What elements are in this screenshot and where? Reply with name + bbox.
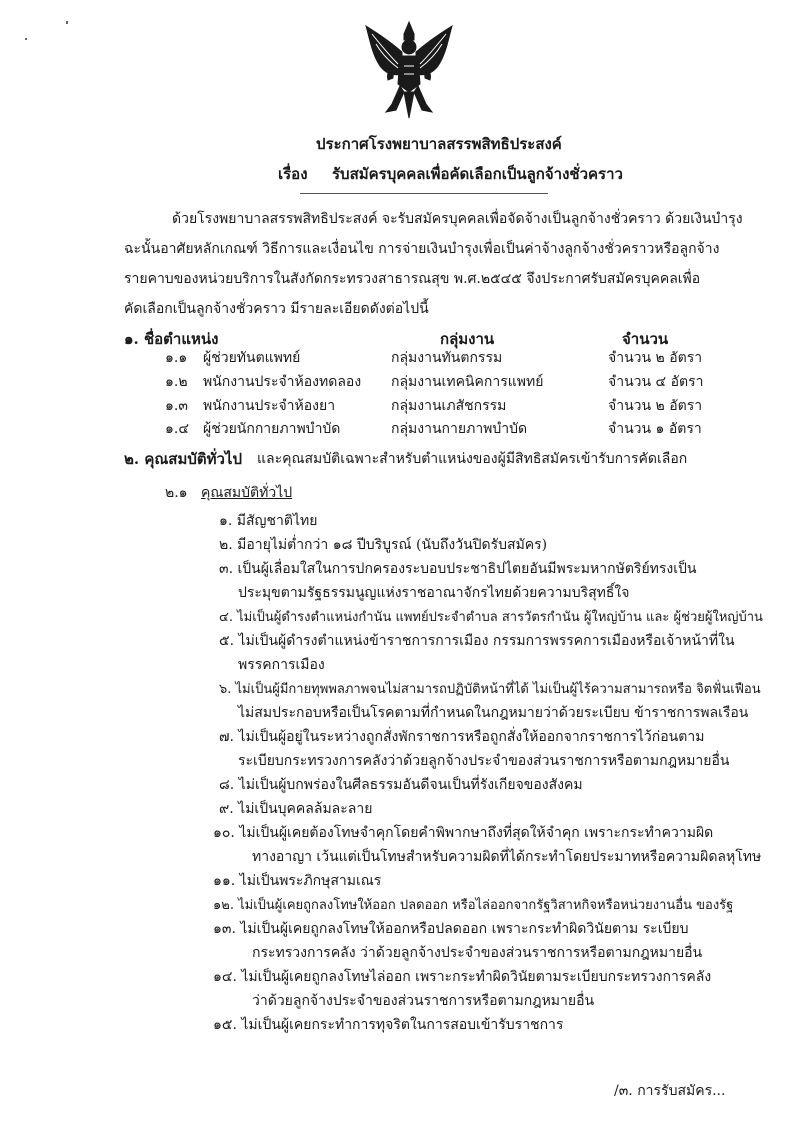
position-group: กลุ่มงานกายภาพบำบัด bbox=[391, 421, 528, 437]
qualification-line: ๑๐. ไม่เป็นผู้เคยต้องโทษจำคุกโดยคำพิพากษาถึงที่สุดให้จำคุก เพราะกระทำความผิด bbox=[213, 825, 714, 841]
qualification-line: ว่าด้วยลูกจ้างประจำของส่วนราชการหรือตามกฎหมายอื่น bbox=[252, 993, 595, 1009]
intro-line: ฉะนั้นอาศัยหลักเกณฑ์ วิธีการและเงื่อนไข การจ่ายเงินบำรุงเพื่อเป็นค่าจ้างลูกจ้างชั่วคราวหรือลูกจ้าง bbox=[124, 241, 720, 257]
position-name: ผู้ช่วยนักกายภาพบำบัด bbox=[203, 421, 341, 437]
position-group: กลุ่มงานทันตกรรม bbox=[391, 350, 503, 366]
intro-line: คัดเลือกเป็นลูกจ้างชั่วคราว มีรายละเอียดดังต่อไปนี้ bbox=[124, 301, 429, 317]
position-name: พนักงานประจำห้องทดลอง bbox=[203, 374, 362, 390]
intro-line: รายคาบของหน่วยบริการในสังกัดกระทรวงสาธารณสุข พ.ศ.๒๕๔๕ จึงประกาศรับสมัครบุคคลเพื่อ bbox=[124, 271, 701, 287]
qualification-line: ๗. ไม่เป็นผู้อยู่ในระหว่างถูกสั่งพักราชการหรือถูกสั่งให้ออกจากราชการไว้ก่อนตาม bbox=[219, 729, 705, 745]
position-number: ๑.๑ bbox=[165, 350, 188, 366]
continuation-marker: /๓. การรับสมัคร... bbox=[614, 1083, 726, 1099]
qualification-line: ๑๓. ไม่เป็นผู้เคยถูกลงโทษให้ออกหรือปลดออก เพราะกระทำผิดวินัยตาม ระเบียบ bbox=[213, 921, 689, 937]
qualification-line: ทางอาญา เว้นแต่เป็นโทษสำหรับความผิดที่ได้กระทำโดยประมาทหรือความผิดลหุโทษ bbox=[252, 849, 762, 865]
garuda-emblem-icon bbox=[362, 20, 456, 120]
position-number: ๑.๓ bbox=[165, 398, 188, 414]
position-count: จำนวน ๒ อัตรา bbox=[608, 350, 703, 366]
qualification-line: ๑. มีสัญชาติไทย bbox=[219, 513, 318, 529]
qualification-line: ๑๑. ไม่เป็นพระภิกษุสามเณร bbox=[213, 873, 382, 889]
qualification-line: ๖. ไม่เป็นผู้มีกายทุพพลภาพจนไม่สามารถปฏิบัติหน้าที่ได้ ไม่เป็นผู้ไร้ความสามารถหรือ จิตฟั่นเฟือน bbox=[219, 682, 761, 697]
position-group: กลุ่มงานเทคนิคการแพทย์ bbox=[391, 374, 544, 390]
announcement-title: ประกาศโรงพยาบาลสรรพสิทธิประสงค์ bbox=[316, 135, 562, 153]
header-divider bbox=[300, 193, 548, 194]
qualification-line: พรรคการเมือง bbox=[238, 657, 325, 673]
position-number: ๑.๔ bbox=[165, 421, 189, 437]
position-name: ผู้ช่วยทันตแพทย์ bbox=[203, 350, 301, 366]
position-group: กลุ่มงานเภสัชกรรม bbox=[391, 398, 507, 414]
qualification-line: ๑๔. ไม่เป็นผู้เคยถูกลงโทษไล่ออก เพราะกระทำผิดวินัยตามระเบียบกระทรวงการคลัง bbox=[213, 969, 712, 985]
qualifications-heading-rest: และคุณสมบัติเฉพาะสำหรับตำแหน่งของผู้มีสิทธิสมัครเข้ารับการคัดเลือก bbox=[257, 451, 688, 467]
subject-label: เรื่อง bbox=[278, 165, 308, 183]
subsection-title: คุณสมบัติทั่วไป bbox=[201, 485, 293, 501]
qualification-line: ๔. ไม่เป็นผู้ดำรงตำแหน่งกำนัน แพทย์ประจำตำบล สารวัตรกำนัน ผู้ใหญ่บ้าน และ ผู้ช่วยผู้ใหญ่บ้าน bbox=[219, 610, 763, 625]
position-name: พนักงานประจำห้องยา bbox=[203, 398, 336, 414]
positions-heading: ๑. ชื่อตำแหน่ง bbox=[124, 330, 219, 348]
qualification-line: ระเบียบกระทรวงการคลังว่าด้วยลูกจ้างประจำของส่วนราชการหรือตามกฎหมายอื่น bbox=[238, 753, 730, 769]
intro-line: ด้วยโรงพยาบาลสรรพสิทธิประสงค์ จะรับสมัครบุคคลเพื่อจัดจ้างเป็นลูกจ้างชั่วคราว ด้วยเงินบำรุง bbox=[172, 211, 743, 227]
qualification-line: ประมุขตามรัฐธรรมนูญแห่งราชอาณาจักรไทยด้วยความบริสุทธิ์ใจ bbox=[238, 585, 630, 601]
scan-speck bbox=[66, 21, 68, 24]
qualification-line: ๙. ไม่เป็นบุคคลล้มละลาย bbox=[219, 801, 373, 817]
position-count: จำนวน ๔ อัตรา bbox=[608, 374, 704, 390]
qualification-line: ๕. ไม่เป็นผู้ดำรงตำแหน่งข้าราชการการเมือง กรรมการพรรคการเมืองหรือเจ้าหน้าที่ใน bbox=[219, 633, 735, 649]
qualification-line: ๓. เป็นผู้เลื่อมใสในการปกครองระบอบประชาธิปไตยอันมีพระมหากษัตริย์ทรงเป็น bbox=[219, 561, 697, 577]
qualification-line: ๘. ไม่เป็นผู้บกพร่องในศีลธรรมอันดีจนเป็นที่รังเกียจของสังคม bbox=[219, 777, 583, 793]
qualification-line: ๒. มีอายุไม่ต่ำกว่า ๑๘ ปีบริบูรณ์ (นับถึงวันปิดรับสมัคร) bbox=[219, 537, 548, 553]
qualification-line: ไม่สมประกอบหรือเป็นโรคตามที่กำหนดในกฎหมายว่าด้วยระเบียบ ข้าราชการพลเรือน bbox=[238, 705, 749, 721]
position-count: จำนวน ๒ อัตรา bbox=[608, 398, 703, 414]
column-header-count: จำนวน bbox=[622, 330, 669, 348]
position-number: ๑.๒ bbox=[165, 374, 188, 390]
column-header-group: กลุ่มงาน bbox=[440, 330, 495, 348]
qualification-line: กระทรวงการคลัง ว่าด้วยลูกจ้างประจำของส่วนราชการหรือตามกฎหมายอื่น bbox=[252, 945, 703, 961]
subject-text: รับสมัครบุคคลเพื่อคัดเลือกเป็นลูกจ้างชั่วคราว bbox=[332, 165, 623, 183]
position-count: จำนวน ๑ อัตรา bbox=[608, 421, 702, 437]
qualifications-heading: ๒. คุณสมบัติทั่วไป bbox=[124, 450, 242, 468]
qualification-line: ๑๕. ไม่เป็นผู้เคยกระทำการทุจริตในการสอบเข้ารับราชการ bbox=[213, 1017, 564, 1033]
subsection-number: ๒.๑ bbox=[165, 485, 188, 501]
qualification-line: ๑๒. ไม่เป็นผู้เคยถูกลงโทษให้ออก ปลดออก หรือไล่ออกจากรัฐวิสาหกิจหรือหน่วยงานอื่น ของรัฐ bbox=[213, 898, 734, 913]
scan-speck bbox=[25, 38, 27, 40]
